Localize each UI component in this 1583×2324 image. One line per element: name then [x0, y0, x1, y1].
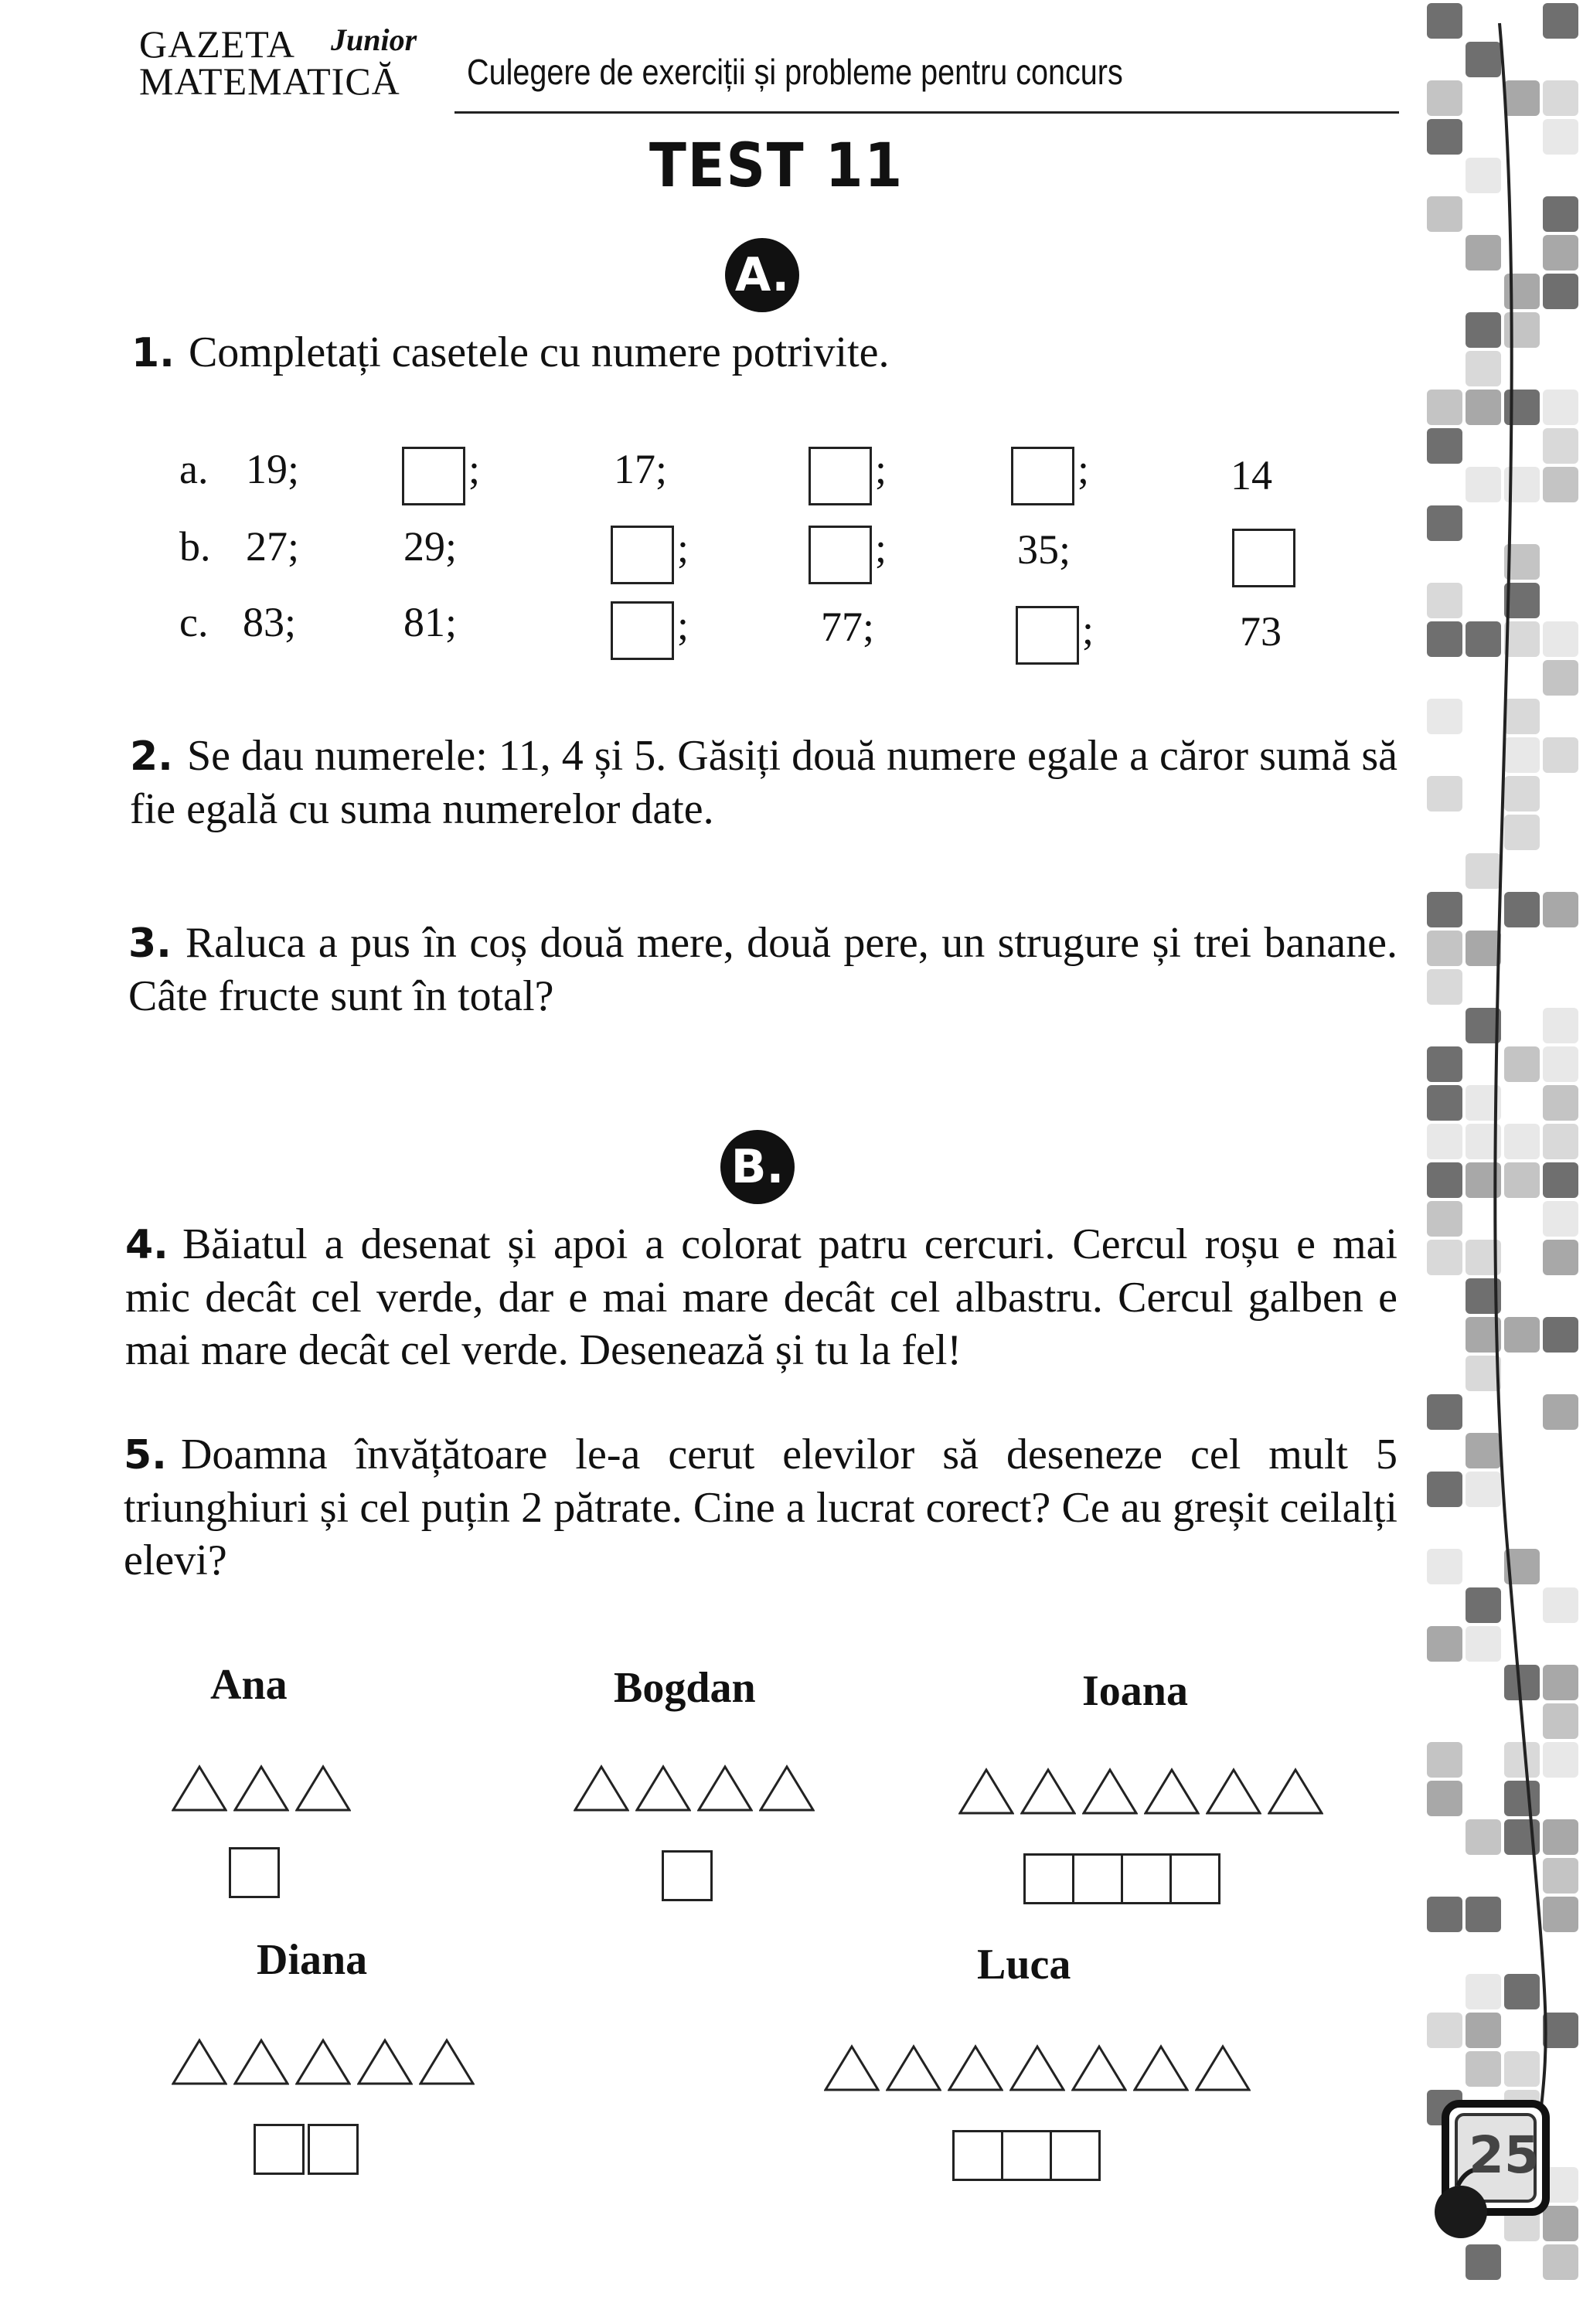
header-subtitle: Culegere de exerciții și probleme pentru concurs [467, 52, 1123, 92]
row-a-semicolon-5: ; [1077, 446, 1090, 492]
square-shape [662, 1850, 713, 1901]
question-2 [130, 730, 1397, 835]
triangle-shape [1206, 1767, 1261, 1816]
triangle-shape [824, 2043, 880, 2093]
header-divider [454, 111, 1399, 114]
triangle-shape [233, 2037, 289, 2087]
square-shape [1050, 2130, 1101, 2181]
luca-triangles [824, 2043, 1251, 2093]
triangle-shape [948, 2043, 1003, 2093]
luca-squares [952, 2130, 1098, 2181]
row-a-answer-box-5[interactable] [1011, 447, 1074, 505]
child-name-ioana: Ioana [1082, 1667, 1188, 1715]
square-shape [308, 2124, 359, 2175]
triangle-shape [574, 1764, 629, 1813]
row-b-value-1: 27; [246, 523, 300, 570]
triangle-shape [886, 2043, 941, 2093]
row-a-value-3: 17; [614, 446, 668, 492]
row-a-answer-box-2[interactable] [402, 447, 465, 505]
question-3-number: 3. [128, 920, 172, 967]
row-b-semicolon-4: ; [875, 525, 887, 571]
brand-line-2: MATEMATICĂ [139, 60, 400, 103]
triangle-shape [1133, 2043, 1189, 2093]
ana-triangles [172, 1764, 351, 1813]
row-b-label: b. [179, 523, 211, 570]
row-b-value-5: 35; [1017, 526, 1071, 573]
row-c-answer-box-5[interactable] [1016, 606, 1079, 665]
child-name-ana: Ana [210, 1661, 288, 1709]
question-4-text: Băiatul a desenat și apoi a colorat patru cercuri. Cercul roșu e mai mic decât cel verde, dar e mai mare decât cel albastru. Cercul galben e mai mare decât cel verde. Desenează și tu la fel! [125, 1220, 1397, 1374]
row-a-answer-box-4[interactable] [809, 447, 872, 505]
brand-junior: Junior [331, 22, 417, 57]
question-4-number: 4. [125, 1222, 169, 1268]
brand-line-1: GAZETA [139, 22, 295, 66]
triangle-shape [295, 1764, 351, 1813]
row-a-value-1: 19; [246, 446, 300, 492]
ioana-squares [1023, 1853, 1218, 1904]
row-a-value-6: 14 [1231, 452, 1272, 498]
triangle-shape [635, 1764, 691, 1813]
triangle-shape [172, 1764, 227, 1813]
triangle-shape [419, 2037, 475, 2087]
row-c-value-1: 83; [243, 599, 297, 645]
row-c-label: c. [179, 599, 209, 645]
square-shape [1121, 1853, 1172, 1904]
triangle-shape [958, 1767, 1014, 1816]
row-a-semicolon-4: ; [875, 446, 887, 492]
triangle-shape [759, 1764, 815, 1813]
brand-logo [139, 22, 464, 107]
row-c-semicolon-3: ; [677, 602, 689, 648]
row-b-answer-box-6[interactable] [1232, 529, 1295, 587]
triangle-shape [357, 2037, 413, 2087]
triangle-shape [1195, 2043, 1251, 2093]
question-1 [131, 326, 1399, 379]
question-3-text: Raluca a pus în coș două mere, două pere, un strugure și trei banane. Câte fructe sunt în total? [128, 919, 1397, 1020]
diana-triangles [172, 2037, 475, 2087]
question-1-text: Completați casetele cu numere potrivite. [188, 328, 890, 376]
decorative-curve [1422, 0, 1583, 2324]
bogdan-triangles [574, 1764, 815, 1813]
question-2-text: Se dau numerele: 11, 4 și 5. Găsiți două numere egale a căror sumă să fie egală cu suma numerelor date. [130, 732, 1397, 833]
child-name-luca: Luca [977, 1941, 1071, 1989]
question-5-text: Doamna învățătoare le-a cerut elevilor să deseneze cel mult 5 triunghiuri și cel puțin 2 pătrate. Cine a lucrat corect? Ce au greșit ceilalți elevi? [124, 1431, 1397, 1584]
bogdan-squares [662, 1850, 716, 1901]
row-b-answer-box-3[interactable] [611, 526, 674, 584]
square-shape [1169, 1853, 1220, 1904]
question-2-number: 2. [130, 733, 173, 780]
ioana-triangles [958, 1767, 1323, 1816]
square-shape [254, 2124, 305, 2175]
section-b-badge: B. [720, 1130, 795, 1204]
row-b-answer-box-4[interactable] [809, 526, 872, 584]
triangle-shape [1020, 1767, 1076, 1816]
square-shape [1023, 1853, 1074, 1904]
section-a-badge: A. [725, 238, 799, 312]
diana-squares [254, 2124, 362, 2175]
ana-squares [229, 1847, 283, 1898]
triangle-shape [1071, 2043, 1127, 2093]
row-c-answer-box-3[interactable] [611, 601, 674, 660]
test-title: TEST 11 [649, 131, 904, 201]
row-b-value-2: 29; [403, 523, 458, 570]
triangle-shape [1268, 1767, 1323, 1816]
row-c-semicolon-5: ; [1082, 607, 1094, 653]
question-1-number: 1. [131, 330, 175, 376]
triangle-shape [233, 1764, 289, 1813]
triangle-shape [1082, 1767, 1138, 1816]
triangle-shape [1144, 1767, 1200, 1816]
row-b-semicolon-3: ; [677, 525, 689, 571]
page-number: 25 [1469, 2125, 1540, 2185]
row-c-value-4: 77; [821, 604, 875, 650]
triangle-shape [1009, 2043, 1065, 2093]
question-3 [128, 917, 1397, 1022]
question-5 [124, 1428, 1397, 1587]
row-a-label: a. [179, 446, 209, 492]
row-c-value-2: 81; [403, 599, 458, 645]
row-c-value-6: 73 [1240, 608, 1282, 655]
child-name-diana: Diana [257, 1936, 368, 1984]
question-5-number: 5. [124, 1432, 167, 1478]
square-shape [229, 1847, 280, 1898]
triangle-shape [295, 2037, 351, 2087]
square-shape [1072, 1853, 1123, 1904]
question-4 [125, 1218, 1397, 1376]
triangle-shape [697, 1764, 753, 1813]
square-shape [952, 2130, 1003, 2181]
triangle-shape [172, 2037, 227, 2087]
row-a-semicolon-2: ; [468, 446, 481, 492]
decorative-mosaic [1422, 0, 1583, 2324]
child-name-bogdan: Bogdan [614, 1664, 756, 1712]
square-shape [1001, 2130, 1052, 2181]
